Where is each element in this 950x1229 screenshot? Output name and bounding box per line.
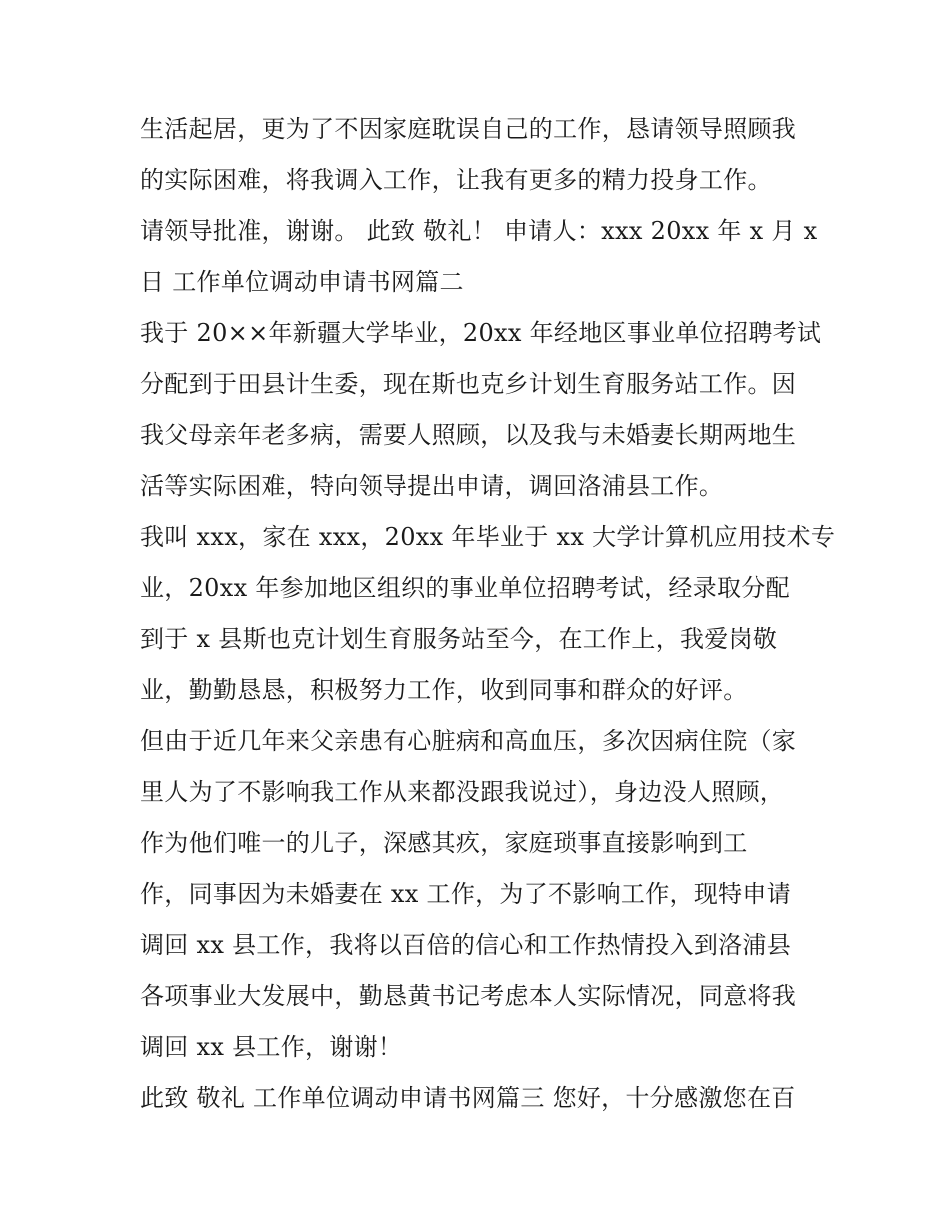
text-line: 调回 xx 县工作，谢谢！ — [140, 1033, 403, 1061]
text-line: 生活起居，更为了不因家庭耽误自己的工作，恳请领导照顾我 — [140, 115, 797, 143]
text-line: 我叫 xxx，家在 xxx，20xx 年毕业于 xx 大学计算机应用技术专 — [140, 523, 836, 551]
text-line: 我于 20××年新疆大学毕业，20xx 年经地区事业单位招聘考试 — [140, 319, 822, 347]
text-line: 到于 x 县斯也克计划生育服务站至今，在工作上，我爱岗敬 — [140, 625, 778, 653]
text-line: 业，20xx 年参加地区组织的事业单位招聘考试，经录取分配 — [140, 574, 790, 602]
text-line: 但由于近几年来父亲患有心脏病和高血压，多次因病住院（家 — [140, 727, 797, 755]
text-line: 作，同事因为未婚妻在 xx 工作，为了不影响工作，现特申请 — [140, 880, 792, 908]
text-line: 我父母亲年老多病，需要人照顾，以及我与未婚妻长期两地生 — [140, 421, 797, 449]
text-line: 调回 xx 县工作，我将以百倍的信心和工作热情投入到洛浦县 — [140, 931, 792, 959]
text-line: 日 工作单位调动申请书网篇二 — [140, 268, 464, 296]
text-line: 此致 敬礼 工作单位调动申请书网篇三 您好，十分感激您在百 — [140, 1084, 796, 1112]
text-line: 活等实际困难，特向领导提出申请，调回洛浦县工作。 — [140, 472, 724, 500]
text-line: 各项事业大发展中，勤恳黄书记考虑本人实际情况，同意将我 — [140, 982, 797, 1010]
body-text — [140, 104, 836, 1124]
text-line: 请领导批准，谢谢。 此致 敬礼！ 申请人：xxx 20xx 年 x 月 x — [140, 217, 818, 245]
text-line: 作为他们唯一的儿子，深感其疚，家庭琐事直接影响到工 — [140, 829, 748, 857]
text-line: 分配到于田县计生委，现在斯也克乡计划生育服务站工作。因 — [140, 370, 797, 398]
text-line: 里人为了不影响我工作从来都没跟我说过），身边没人照顾， — [140, 778, 785, 806]
text-line: 的实际困难，将我调入工作，让我有更多的精力投身工作。 — [140, 166, 772, 194]
text-line: 业，勤勤恳恳，积极努力工作，收到同事和群众的好评。 — [140, 676, 748, 704]
